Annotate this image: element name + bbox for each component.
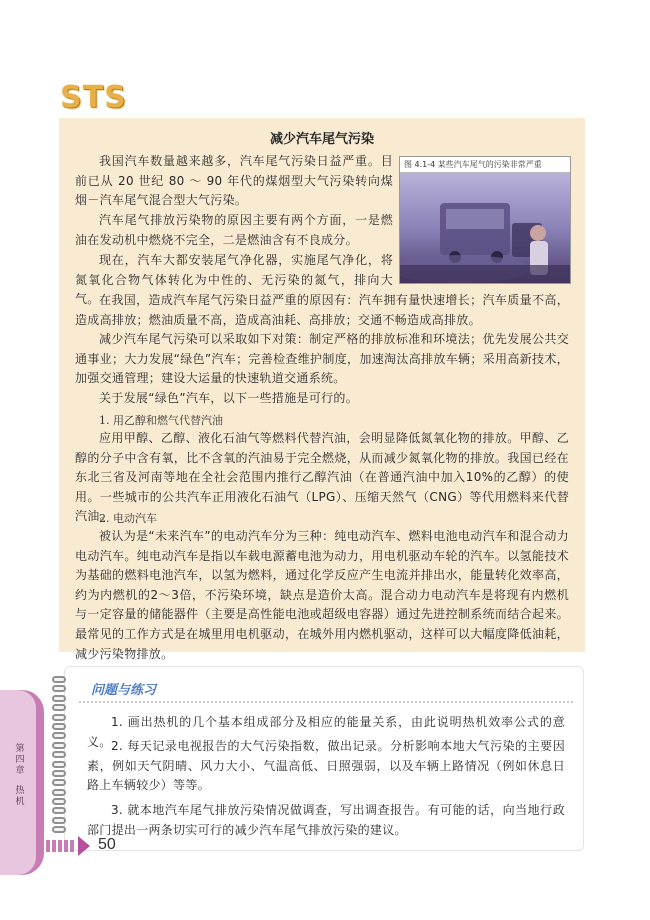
arrow-icon bbox=[78, 836, 90, 856]
exercise-item-3: 3. 就本地汽车尾气排放污染情况做调查，写出调查报告。有可能的话，向当地行政部门提出一两条切实可行的减少汽车尾气排放污染的建议。 bbox=[87, 803, 565, 837]
traffic-pollution-photo bbox=[400, 173, 570, 283]
exercise-title: 问题与练习 bbox=[91, 683, 157, 698]
exercise-item-2: 2. 每天记录电视报告的大气污染指数，做出记录。分析影响本地大气污染的主要因素，例如天气阴晴、风力大小、气温高低、日照强弱，以及车辆上路情况（例如休息日路上车辆较少）等等。 bbox=[87, 739, 565, 793]
page-number: 50 bbox=[98, 836, 116, 853]
figure bbox=[399, 156, 571, 284]
chapter-side-tab bbox=[0, 690, 44, 875]
subheading-2: 2. 电动汽车 bbox=[99, 512, 157, 525]
chapter-title: 热 机 bbox=[15, 786, 25, 807]
exercise-box bbox=[64, 666, 584, 851]
paragraph-6: 关于发展“绿色”汽车，以下一些措施是可行的。 bbox=[99, 391, 359, 405]
spiral-binding bbox=[52, 676, 72, 841]
divider bbox=[79, 701, 573, 703]
paragraph-2: 汽车尾气排放污染物的原因主要有两个方面，一是燃油在发动机中燃烧不完全，二是燃油含有不良成分。 bbox=[75, 213, 393, 247]
paragraph-sub2: 被认为是“未来汽车”的电动汽车分为三种：纯电动汽车、燃料电池电动汽车和混合动力电动汽车。纯电动汽车是指以车载电源蓄电池为动力，用电机驱动车轮的汽车。以氢能技术为基础的燃料电池汽车，以氢为燃料，通过化学反应产生电流并排出水，能量转化效率高，约为内燃机的2～3倍，不污染环境，缺点是造价太高。混合动力电动汽车是将现有内燃机与一定容量的储能器件（主要是高性能电池或超级电容器）通过先进控制系统而结合起来。最常见的工作方式是在城里用电机驱动，在城外用内燃机驱动，这样可以大幅度降低油耗，减少污染物排放。 bbox=[75, 529, 569, 661]
paragraph-5: 减少汽车尾气污染可以采取如下对策：制定严格的排放标准和环境法；优先发展公共交通事业；大力发展“绿色”汽车；完善检查维护制度，加速淘汰高排放车辆；采用高新技术，加强交通管理；建设大运量的快速轨道交通系统。 bbox=[75, 332, 569, 386]
paragraph-4: 在我国，造成汽车尾气污染日益严重的原因有：汽车拥有量快速增长；汽车质量不高，造成高排放；燃油质量不高，造成高油耗、高排放；交通不畅造成高排放。 bbox=[75, 293, 569, 327]
exercise-item-1: 1. 画出热机的几个基本组成部分及相应的能量关系，由此说明热机效率公式的意义。 bbox=[87, 715, 565, 749]
figure-caption: 图 4.1-4 某些汽车尾气的污染非常严重 bbox=[400, 157, 570, 173]
paragraph-1: 我国汽车数量越来越多，汽车尾气污染日益严重。目前已从 20 世纪 80 ～ 90 年代的煤烟型大气污染转向煤烟－汽车尾气混合型大气污染。 bbox=[75, 154, 393, 208]
paragraph-sub1: 应用甲醇、乙醇、液化石油气等燃料代替汽油，会明显降低氮氧化物的排放。甲醇、乙醇的分子中含有氧，比不含氧的汽油易于完全燃烧，从而减少氮氧化物的排放。我国已经在东北三省及河南等地在全社会范围内推行乙醇汽油（在普通汽油中加入10%的乙醇）的使用。一些城市的公共汽车正用液化石油气（LPG）、压缩天然气（CNG）等代用燃料来代替汽油。 bbox=[75, 431, 569, 524]
subheading-1: 1. 用乙醇和燃气代替汽油 bbox=[99, 414, 223, 427]
paragraph-3: 现在，汽车大都安装尾气净化器，实施尾气净化，将氮氧化合物气体转化为中性的、无污染的氮气，排向大气。 bbox=[75, 253, 393, 307]
article-title: 减少汽车尾气污染 bbox=[269, 132, 374, 147]
chapter-label: 第四章 bbox=[15, 744, 25, 776]
sts-article bbox=[59, 118, 585, 661]
progress-bars bbox=[40, 840, 74, 852]
sts-logo: STS bbox=[60, 80, 127, 115]
